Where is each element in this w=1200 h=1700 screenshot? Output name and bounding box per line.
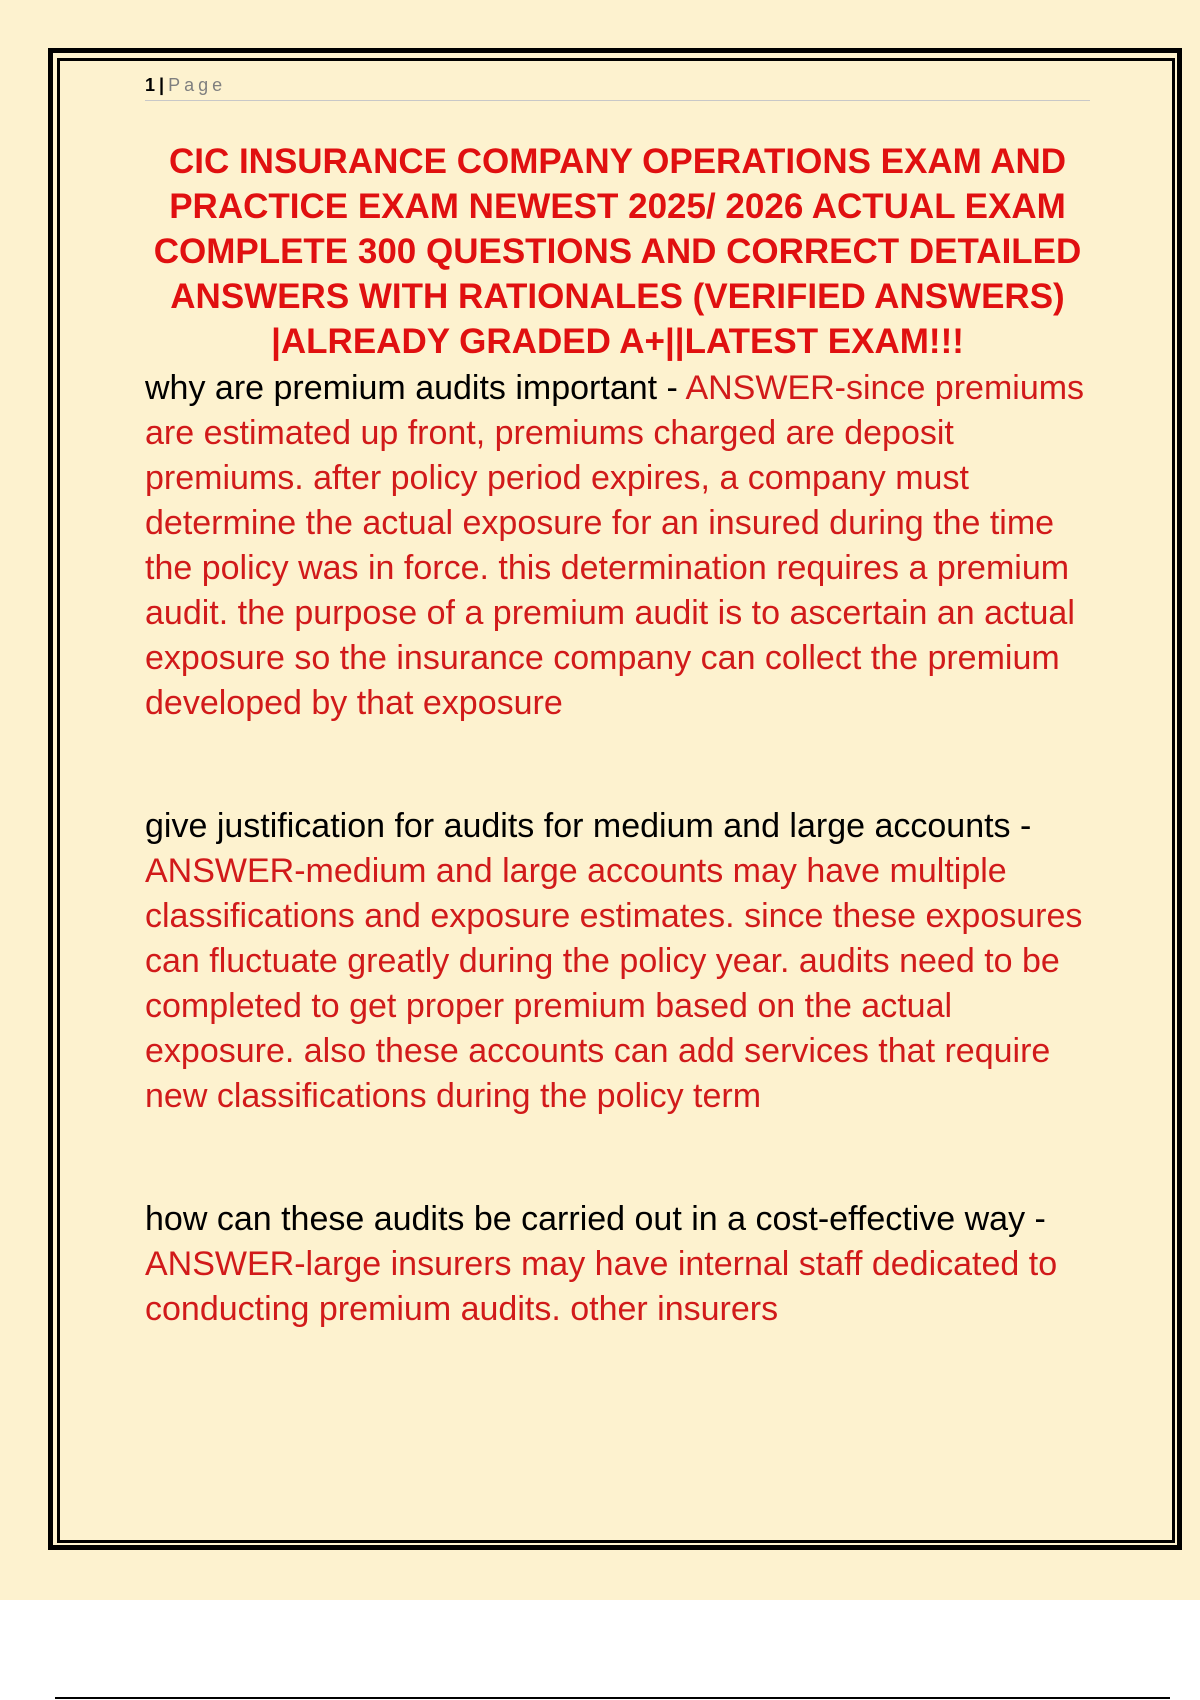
page-header [145, 70, 1090, 101]
qa-item-2 [145, 804, 1090, 1119]
page-label: Page [168, 75, 227, 95]
page-number: 1 [145, 75, 156, 95]
document-body [145, 70, 1090, 1332]
question-text: why are premium audits important - [145, 369, 686, 407]
answer-text: ANSWER-since premiums are estimated up front, premiums charged are deposit premiums. after policy period expires, a company must determine the actual exposure for an insured during the time the policy was in force. this determination requires a premium audit. the purpose of a premium audit is to ascertain an actual exposure so the insurance company can collect the premium developed by that exposure [145, 369, 1085, 722]
qa-item-3 [145, 1197, 1090, 1332]
qa-item-1 [145, 366, 1090, 726]
answer-text: ANSWER-medium and large accounts may have multiple classifications and exposure estimates. since these exposures can fluctuate greatly during the policy year. audits need to be completed to get proper premium based on the actual exposure. also these accounts can add services that require new classifications during the policy term [145, 852, 1083, 1115]
answer-text: ANSWER-large insurers may have internal staff dedicated to conducting premium audits. other insurers [145, 1245, 1058, 1328]
question-text: give justification for audits for medium and large accounts - [145, 807, 1032, 845]
document-title: CIC INSURANCE COMPANY OPERATIONS EXAM AND PRACTICE EXAM NEWEST 2025/ 2026 ACTUAL EXAM COMPLETE 300 QUESTIONS AND CORRECT DETAILED ANSWERS WITH RATIONALES (VERIFIED ANSWERS) |ALREADY GRADED A+||LATEST EXAM!!! [153, 142, 1082, 361]
question-text: how can these audits be carried out in a cost-effective way - [145, 1200, 1046, 1238]
next-page-top-rule [55, 1697, 1170, 1699]
page-header-separator: | [159, 75, 165, 95]
